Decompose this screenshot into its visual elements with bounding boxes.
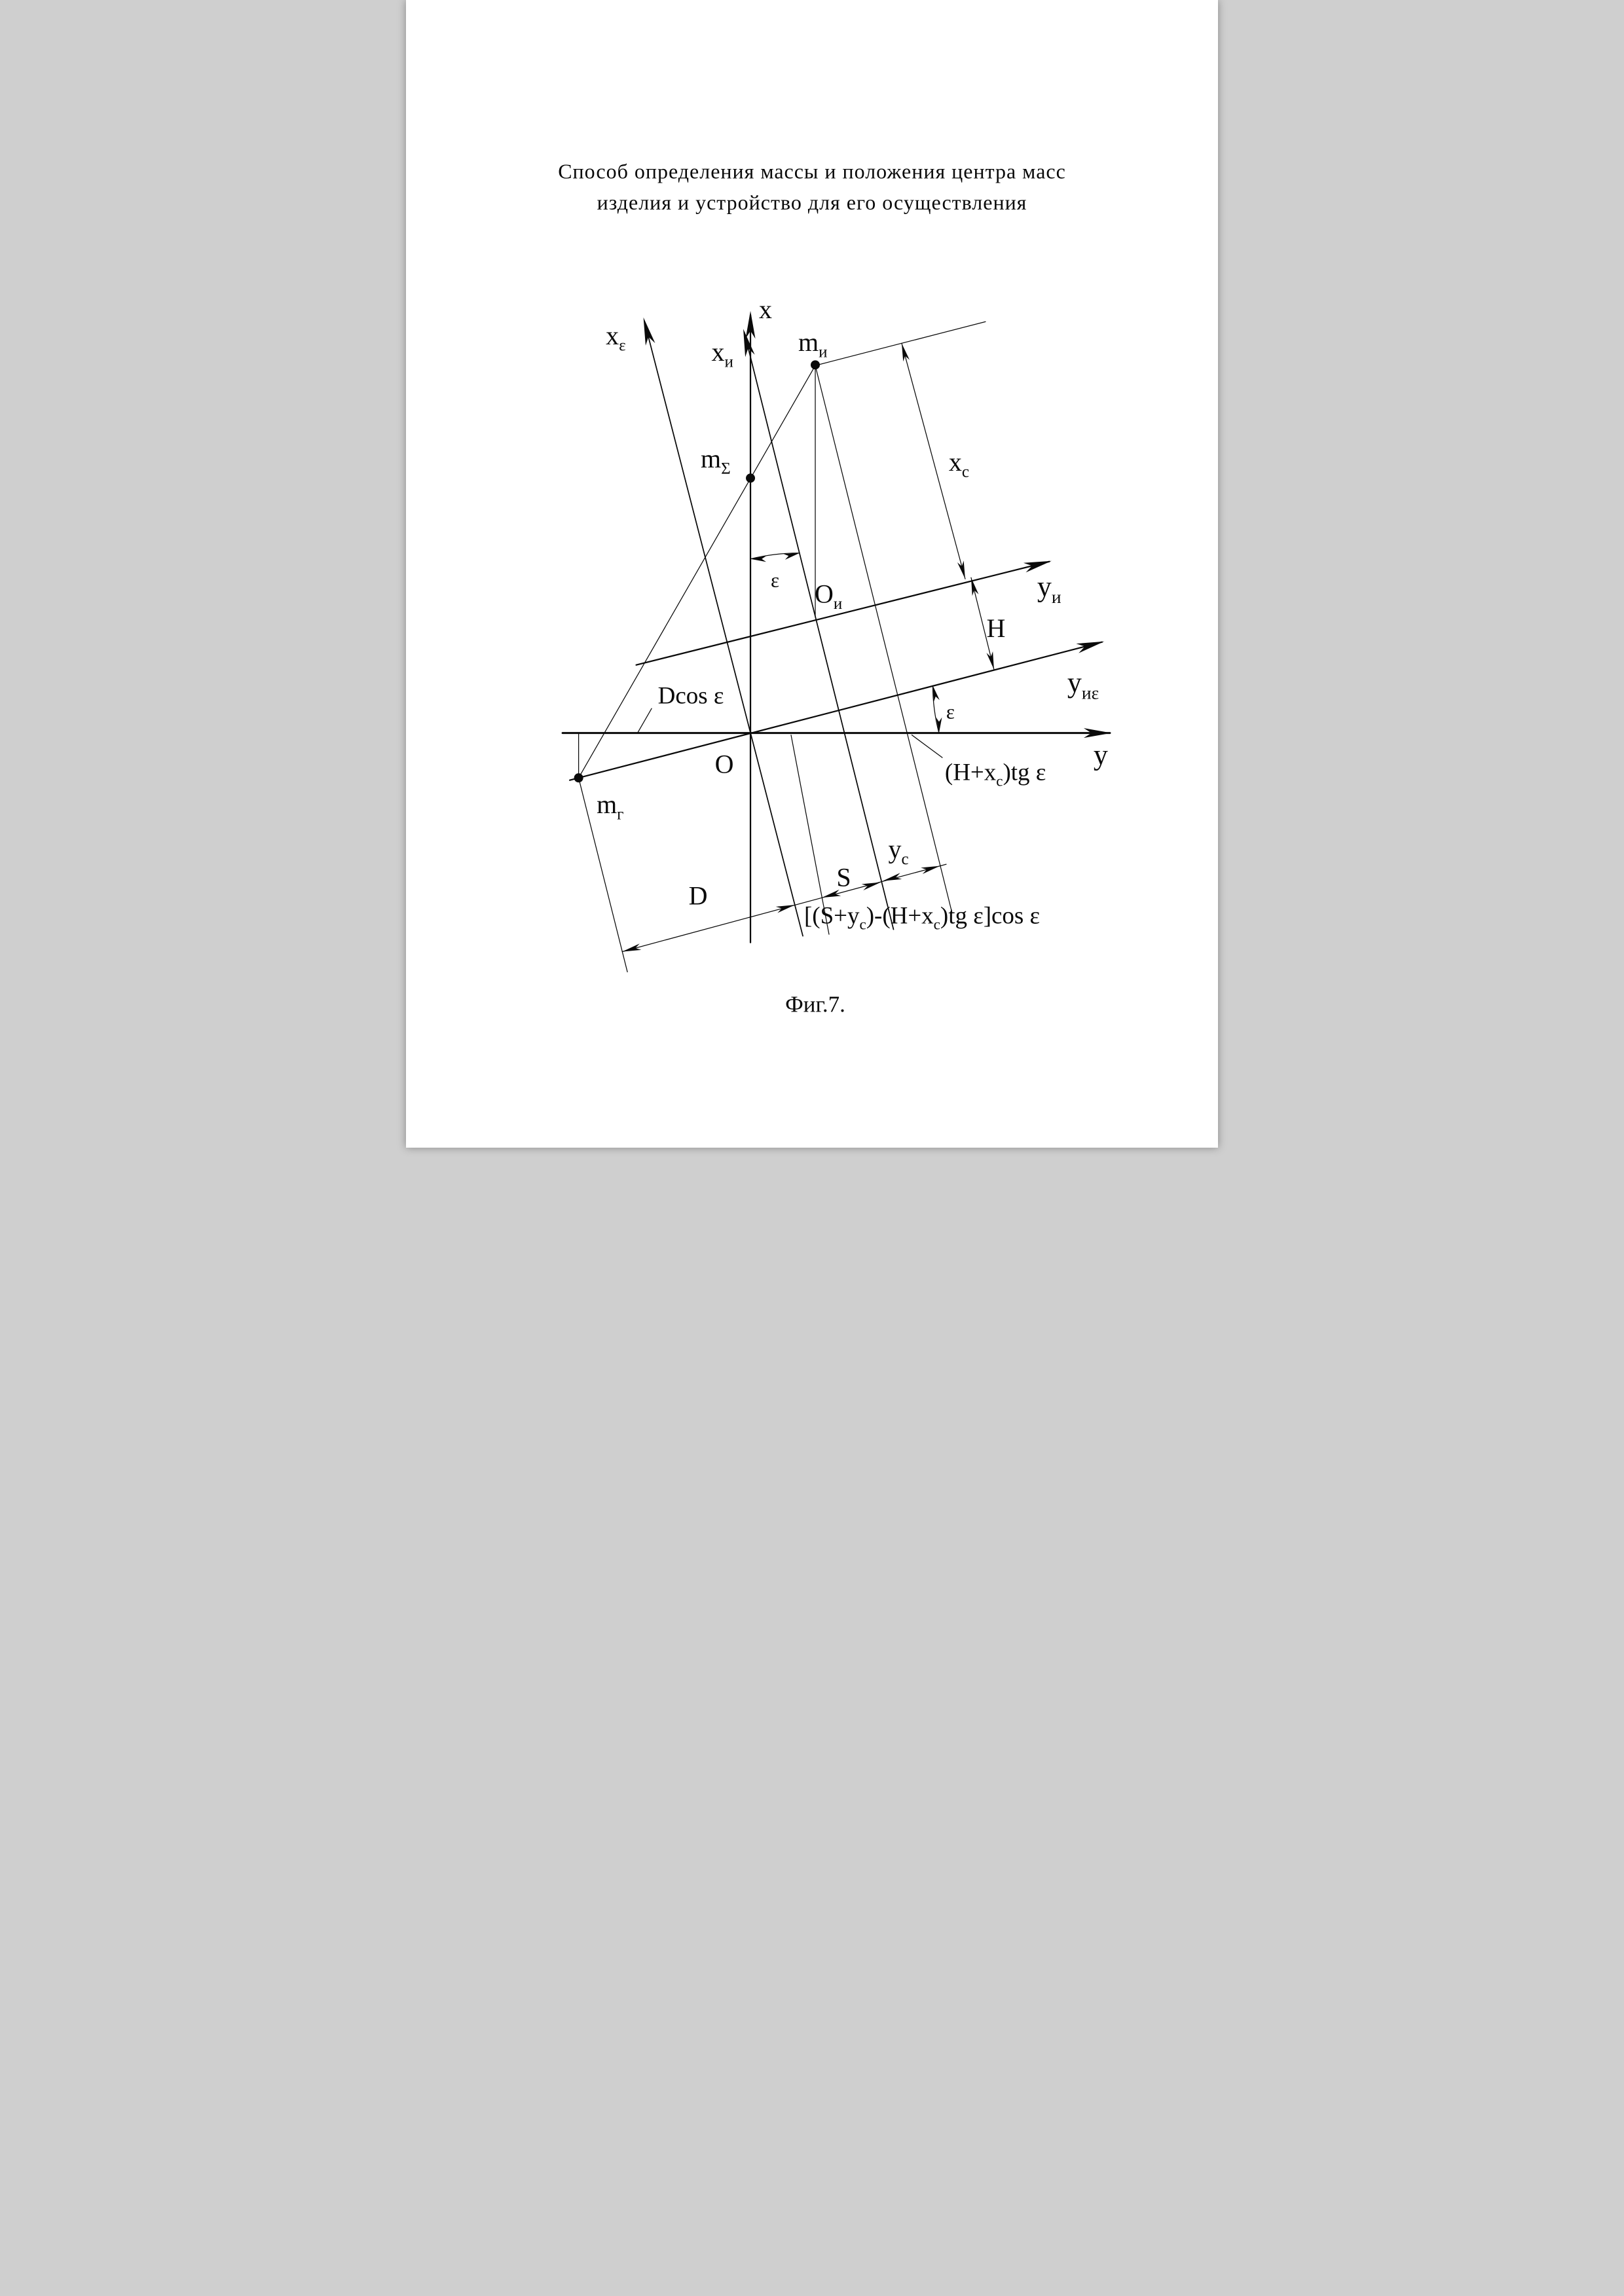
lever-line-m-g-m-i	[579, 365, 815, 778]
title-line-1: Способ определения массы и положения центра масс	[558, 159, 1066, 183]
arrow-arc-right-up	[932, 685, 939, 701]
point-m-sigma	[746, 473, 755, 483]
point-m-g	[574, 773, 583, 782]
leader-d-cos	[638, 708, 652, 732]
dim-label-d: D	[688, 881, 708, 911]
title-line-2: изделия и устройство для его осуществления	[597, 190, 1027, 214]
figure-canvas	[406, 0, 1218, 1148]
point-m-i	[811, 360, 820, 369]
patent-page	[406, 0, 1218, 1148]
arrow-d-right	[776, 905, 795, 913]
figure-labels	[558, 159, 1108, 1017]
axis-label-y-i-epsilon: $у_{и\varepsilon}$	[1067, 666, 1099, 703]
mass-label-m-g: $m_г$	[597, 790, 624, 824]
figure-arrowheads	[622, 311, 1111, 952]
arrow-arc-top-right	[784, 553, 800, 560]
dim-label-d-cos: Dcos ε	[657, 682, 724, 709]
dim-label-x-c: $x_c$	[948, 446, 970, 481]
axis-label-x-i: $x_и$	[711, 337, 733, 371]
figure-caption: Фиг.7.	[785, 991, 845, 1017]
dim-label-y-c: $y_c$	[888, 834, 909, 869]
formula-h-x-tg: $(H+x_c)tg$ ε	[944, 758, 1046, 790]
formula-main: [$(S+y_c)-(H+x_c)tg$ ε]cos ε	[804, 902, 1041, 933]
origin-label-o: O	[714, 749, 734, 779]
origin-label-o-i: $O_и$	[814, 579, 843, 613]
axis-label-y-i: $у_и$	[1037, 570, 1061, 608]
axis-label-y: y	[1093, 738, 1108, 771]
dim-label-h: H	[986, 613, 1006, 644]
mass-label-m-sigma: $m_\Sigma$	[701, 443, 731, 478]
dim-label-s: S	[836, 862, 851, 892]
axis-x-i	[745, 332, 894, 929]
angle-label-epsilon-top: ε	[771, 568, 780, 592]
axis-label-x-epsilon: $x_\varepsilon$	[606, 320, 626, 355]
axis-label-x: x	[759, 294, 773, 324]
line-through-m-i	[815, 365, 952, 913]
mass-label-m-i: $m_и$	[798, 327, 828, 361]
angle-label-epsilon-right: ε	[946, 700, 955, 723]
leader-h-x-tg	[912, 735, 942, 757]
line-e1-through-m-i	[815, 321, 986, 365]
